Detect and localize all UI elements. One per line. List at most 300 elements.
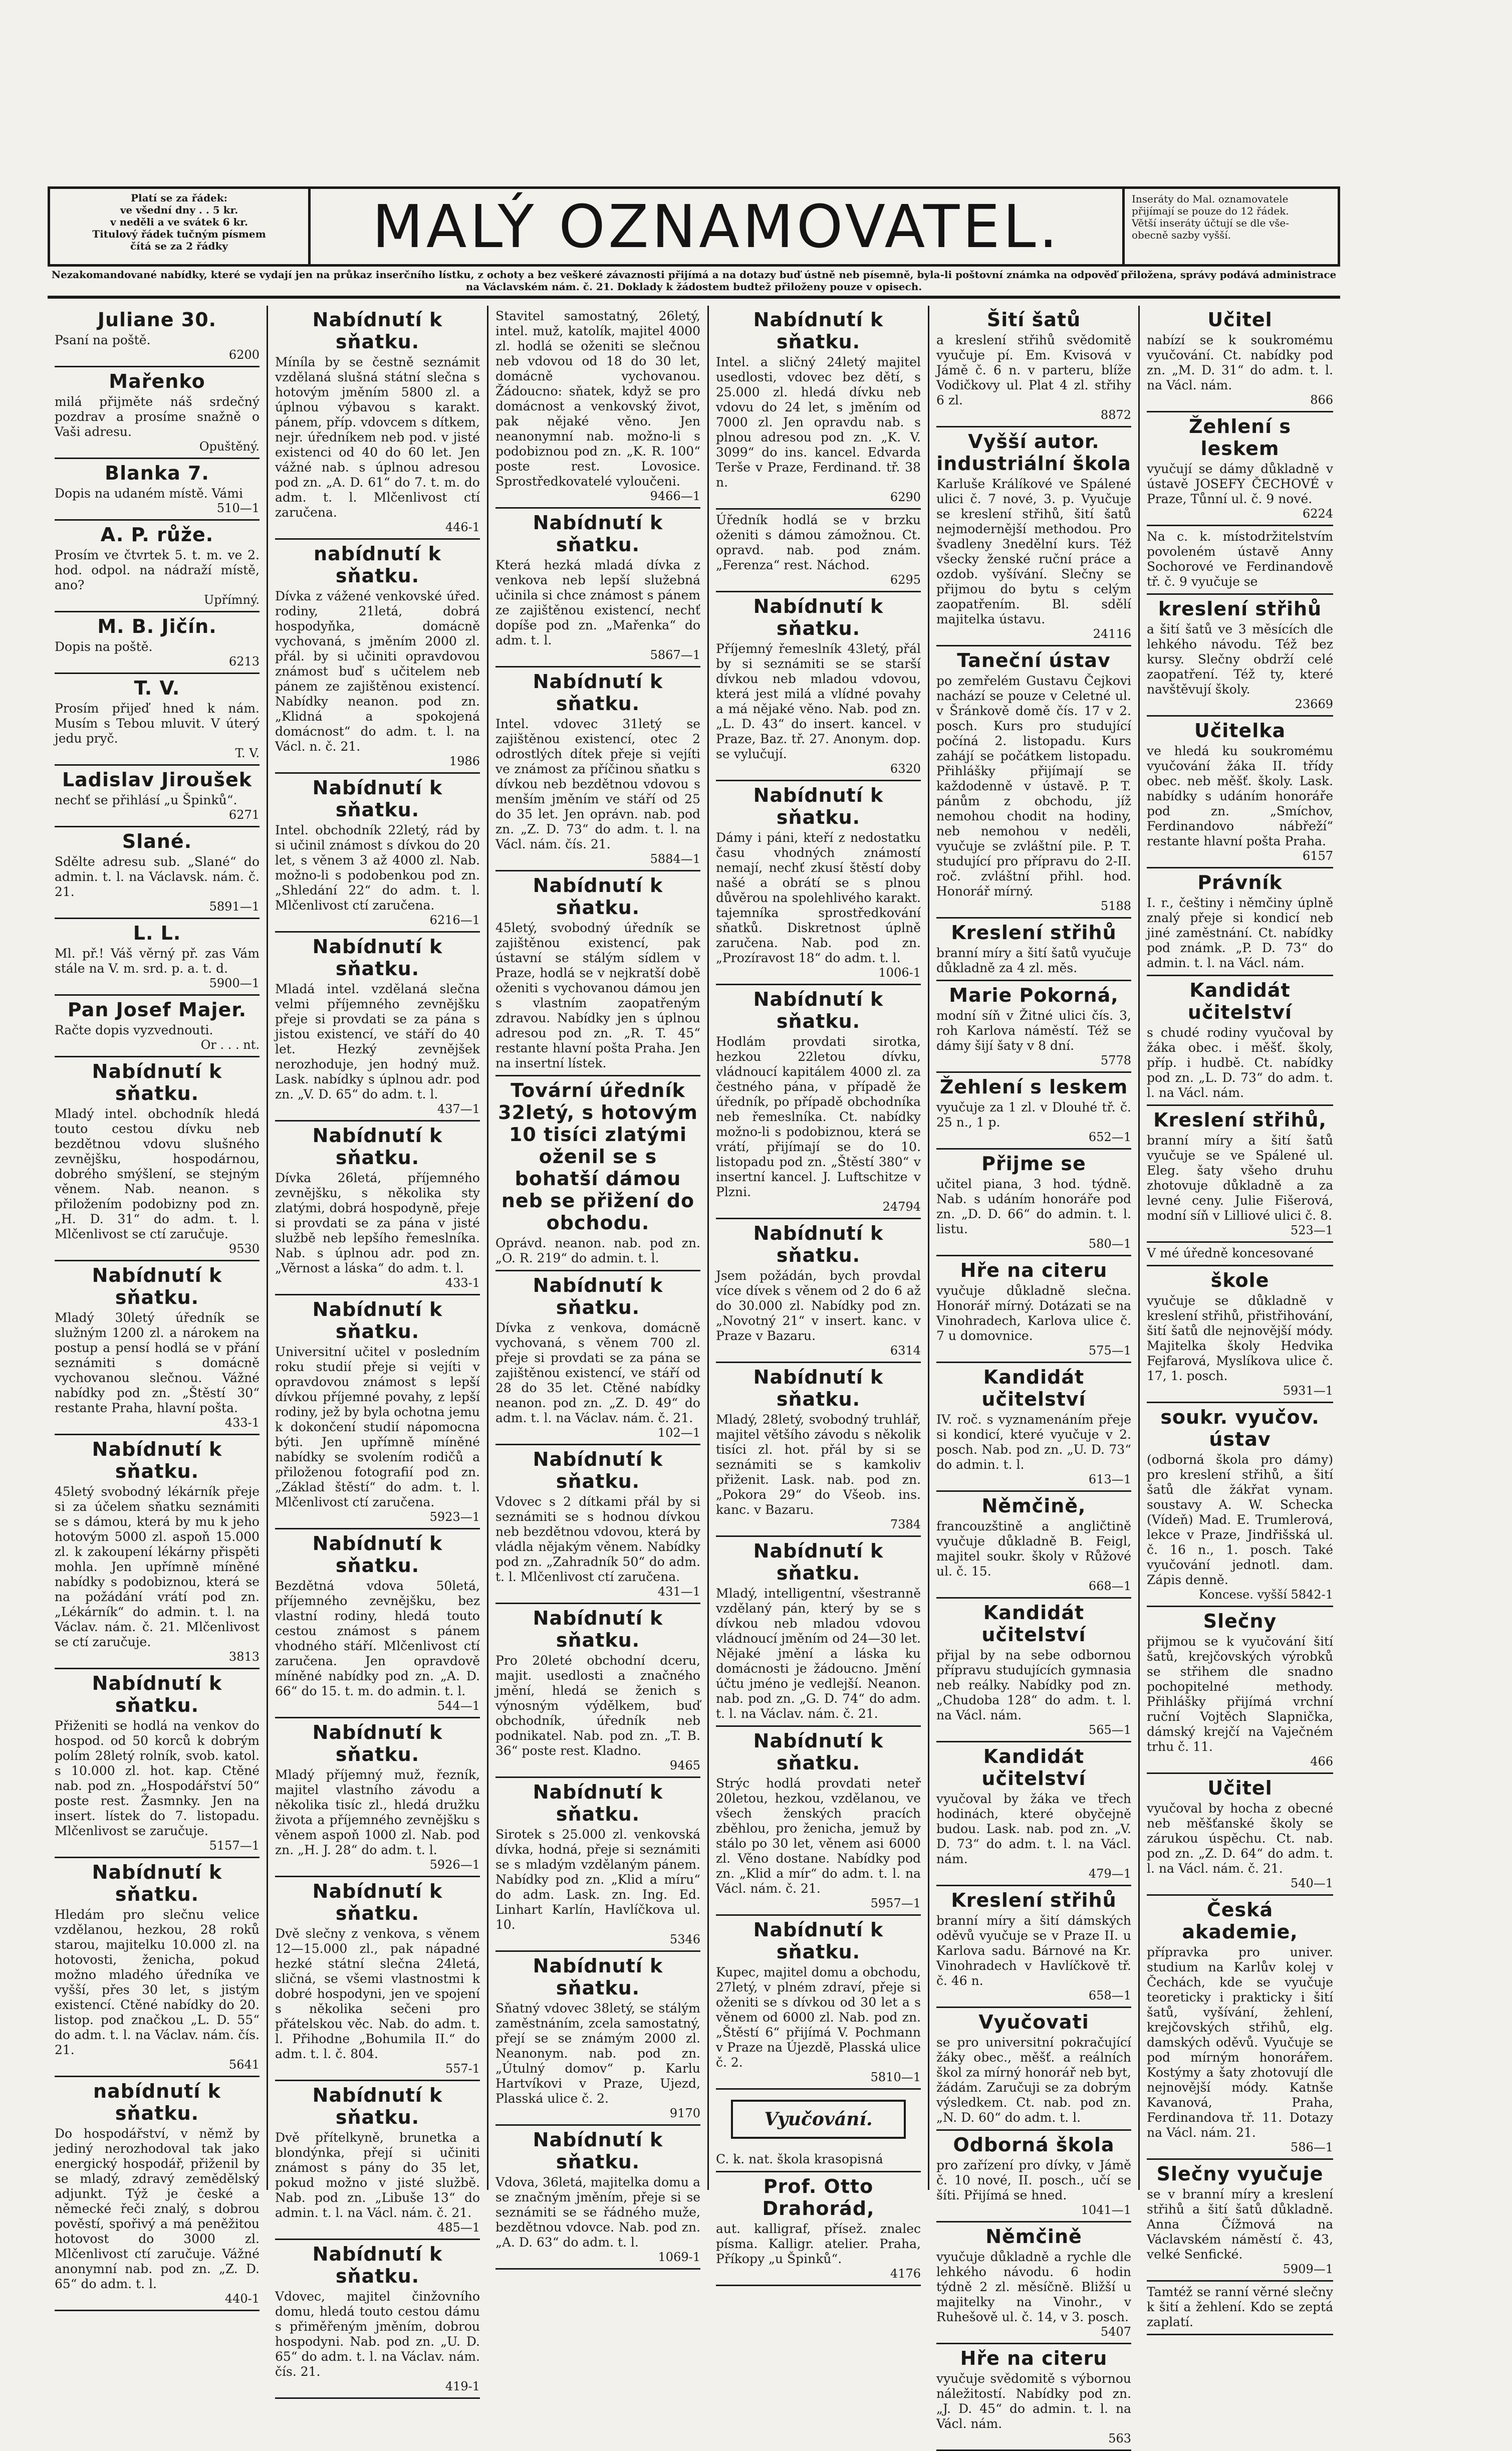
ad-reference-number: 523—1 [1290,1223,1333,1237]
ad-heading: kreslení střihů [1158,598,1322,620]
ad-reference-number: 7384 [890,1517,921,1531]
ad-heading: Nabídnutí k sňatku. [533,1607,663,1651]
classified-ad [55,1435,260,1669]
ad-text: Na c. k. místodržitelstvím povoleném ústavě Anny Sochorové ve Ferdinandově tř. č. 9 vyučuje se [1147,529,1333,589]
ad-text: vyučuje se důkladně v kreslení střihů, přistřihování, šití šatů dle nejnovější módy. Majitelka školy Hedvika Fejfarová, Myslíkova ulice č. 17, 1. posch. [1147,1293,1333,1383]
ad-text: vyučoval by hocha z obecné neb měšťanské školy se zárukou úspěchu. Ct. nab. pod zn. „Z. D. 64“ do adm. t. l. na Václ. nám. č. 21. [1147,1801,1333,1876]
ad-text: branní míry a šití šatů vyučuje se ve Spálené ul. Eleg. šaty všeho druhu zhotovuje důkladně a za levné ceny. Julie Fišerová, modní síň v Lilliové ulici č. 8. [1147,1133,1333,1223]
ad-heading: Nabídnutí k sňatku. [753,1366,884,1410]
ad-reference-number: 5926—1 [429,1858,480,1872]
ad-heading: Kreslení střihů, [1153,1109,1327,1131]
classified-ad [55,674,260,766]
ad-reference-number: 6295 [890,573,921,587]
classified-ad [1147,2282,1333,2335]
ad-reference-number: 479—1 [1088,1867,1131,1881]
classified-ad [716,592,921,781]
ad-heading: Nabídnutí k sňatku. [92,1060,222,1104]
ad-heading: Nabídnutí k sňatku. [753,1730,884,1774]
classified-ad [55,306,260,367]
classified-ad [1147,868,1333,976]
ad-heading: Nabídnutí k sňatku. [533,1781,663,1825]
classified-ad [275,1718,480,1877]
ad-reference-number: 5884—1 [650,852,700,866]
ad-reference-number: 5909—1 [1283,2262,1333,2276]
ad-text: Universitní učitel v posledním roku studií přeje si vejíti v opravdovou známost s lepší dívkou příjemné povahy, z lepší rodiny, jež by byla ochotna jemu k dokončení studií nápomocna býti. Jen upřímně míněné nabídky se svolením rodičů a přiloženou fotografií pod zn. „Základ štěstí“ do adm. t. l. Mlčenlivost ctí zaručena. [275,1345,480,1509]
ad-heading: Hře na citeru [960,2347,1108,2369]
ad-reference-number: 5957—1 [870,1896,921,1910]
ad-reference-number: 5923—1 [429,1510,480,1524]
ad-heading: Přijme se [981,1153,1086,1175]
ad-reference-number: 5931—1 [1283,1384,1333,1398]
ad-reference-number: 557-1 [445,2062,480,2076]
ad-text: přijal by na sebe odbornou přípravu studujících gymnasia neb reálky. Nabídky pod zn. „Chudoba 128“ do adm. t. l. na Václ. nám. [936,1648,1131,1722]
ad-heading: Nabídnutí k sňatku. [533,2129,663,2173]
ad-text: Dívka z venkova, domácně vychovaná, s věnem 700 zl. přeje si provdati se za pána se zajištěnou existencí, ve stáří od 28 do 35 let. Ctěné nabídky neanon. pod zn. „Z. D. 49“ do adm. t. l. na Václav. nám. č. 21. [495,1320,700,1425]
column-6 [1140,306,1340,2329]
ad-reference-number: 6314 [890,1344,921,1358]
ad-heading: Kandidát učitelství [981,1602,1086,1646]
ad-heading: Nabídnutí k sňatku. [533,512,663,556]
classified-ad [936,1492,1131,1599]
ad-heading: Nabídnutí k sňatku. [753,309,884,353]
ad-reference-number: 6216—1 [429,913,480,927]
ad-heading: Nabídnutí k sňatku. [92,1672,222,1716]
ad-text: Kupec, majitel domu a obchodu, 27letý, v plném zdraví, přeje si oženiti se s dívkou od 30 let a s věnem od 6000 zl. Nab. pod zn. „Štěstí 6“ přijímá V. Pochmann v Praze na Újezdě, Plasská ulice č. 2. [716,1965,921,2070]
ad-heading: Nabídnutí k sňatku. [753,1222,884,1266]
ad-heading: Nabídnutí k sňatku. [312,1880,443,1924]
classified-ad [716,985,921,1219]
ad-reference-number: 5778 [1100,1053,1131,1067]
ad-reference-number: 466 [1310,1754,1333,1768]
ad-reference-number: 102—1 [657,1426,700,1440]
ad-reference-number: 613—1 [1088,1472,1131,1486]
classified-ad [1147,1106,1333,1243]
classified-ad [716,1727,921,1916]
ad-heading: Nabídnutí k sňatku. [312,1298,443,1343]
ad-heading: Ladislav Jiroušek [62,769,253,791]
ad-text: vyučují se dámy důkladně v ústavě JOSEFY ČECHOVÉ v Praze, Tůnní ul. č. 9 nové. [1147,462,1333,506]
ad-text: Přiženiti se hodlá na venkov do hospod. od 50 korců k dobrým polím 28letý rolník, svob. katol. s 10.000 zl. hot. kap. Ctěné nab. pod zn. „Hospodářství 50“ poste rest. Žasmnky. Jen na insert. lístek do 7. listopadu. Mlčenlivost se zaručuje. [55,1718,260,1838]
ad-text: Hledám pro slečnu velice vzdělanou, hezkou, 28 roků starou, majitelku 10.000 zl. na hotovosti, ženicha, pokud možno mladého úředníka ve vyšší, přes 30 let, s jistým existencí. Ctěné nabídky do 20. listop. pod značkou „L. D. 55“ do adm. t. l. na Václav. nám. čís. 21. [55,1907,260,2057]
ad-reference-number: 668—1 [1088,1579,1131,1593]
ad-heading: Nabídnutí k sňatku. [312,1125,443,1169]
classified-ad [55,996,260,1057]
classified-ad [495,1445,700,1604]
classified-ad [936,1363,1131,1492]
ad-text: Mladý, 28letý, svobodný truhlář, majitel většího závodu s několik tisíci zl. hot. přál by si se seznámiti se s kamkoliv přiženit. Lask. nab. pod zn. „Pokora 29“ do Všeob. ins. kanc. v Bazaru. [716,1412,921,1517]
ad-heading: soukr. vyučov. ústav [1160,1406,1320,1450]
ad-heading: Nabídnutí k sňatku. [312,1721,443,1765]
ad-text: I. r., češtiny i němčiny úplně znalý přeje si kondicí neb jiné zaměstnání. Ct. nabídky pod známk. „P. D. 73“ do admin. t. l. na Václ. nám. [1147,896,1333,970]
ad-reference-number: 440-1 [224,2292,260,2306]
classified-ad [936,1886,1131,2008]
ad-reference-number: 580—1 [1088,1237,1131,1251]
ad-text: Ml. př.! Váš věrný př. zas Vám stále na V. m. srd. p. a. t. d. [55,946,260,976]
ad-heading: Šití šatů [986,309,1081,331]
ad-heading: Hře na citeru [960,1259,1108,1281]
ad-text: Tamtéž se ranní věrné slečny k šití a žehlení. Kdo se zeptá zaplatí. [1147,2285,1333,2329]
header-rule [48,296,1340,299]
ad-reference-number: 5900—1 [209,976,260,990]
classified-ad [716,1219,921,1363]
ad-reference-number: 5157—1 [209,1839,260,1853]
ad-reference-number: 6290 [890,490,921,504]
ad-reference-number: 563 [1108,2431,1131,2445]
ad-heading: Učitelka [1194,720,1286,742]
ad-reference-number: Upřímný. [204,593,260,607]
ad-text: nabízí se k soukromému vyučování. Ct. nabídky pod zn. „M. D. 31“ do adm. t. l. na Václ. nám. [1147,333,1333,392]
classified-ad [55,521,260,612]
ad-heading: nabídnutí k sňatku. [314,543,441,587]
ad-text: Mladý intel. obchodník hledá touto cestou dívku neb bezdětnou vdovu slušného zevnějšku, hospodárnou, dobrého smýšlení, se stejným věnem. Nab. neanon. s přiložením podobizny pod zn. „H. D. 31“ do adm. t. l. Mlčenlivost se ctí zaručuje. [55,1106,260,1241]
classified-ad [495,509,700,667]
classified-ad [275,1122,480,1295]
ad-text: aut. kalligraf, přísež. znalec písma. Kalligr. atelier. Praha, Příkopy „u Špinků“. [716,2221,921,2266]
ad-heading: Němčině, [981,1495,1086,1517]
ad-text: Intel. obchodník 22letý, rád by si učinil známost s dívkou do 20 let, s věnem 3 až 4000 zl. Nab. možno-li s podobenkou pod zn. „Shledání 22“ do adm. t. l. Mlčenlivost ctí zaručena. [275,823,480,913]
price-line: v neděli a ve svátek 6 kr. [110,216,248,228]
ad-heading: Nabídnutí k sňatku. [753,1919,884,1963]
ad-heading: Mařenko [109,370,205,392]
classified-ad [495,871,700,1076]
ad-reference-number: 431—1 [657,1585,700,1599]
ad-text: V mé úředně koncesované [1147,1246,1314,1260]
ad-heading: Nabídnutí k sňatku. [92,1861,222,1905]
ad-reference-number: 8872 [1100,408,1131,422]
price-line: Platí se za řádek: [130,192,228,204]
ad-text: Prosím ve čtvrtek 5. t. m. ve 2. hod. odpol. na nádraží místě, ano? [55,548,260,592]
ad-reference-number: 433-1 [445,1276,480,1290]
ad-heading: Taneční ústav [957,649,1111,672]
ad-text: nechť se přihlásí „u Špinků“. [55,793,237,807]
ad-reference-number: 652—1 [1088,1130,1131,1144]
ad-heading: Česká akademie, [1182,1899,1298,1943]
classified-columns [48,306,1340,2445]
ad-heading: Nabídnutí k sňatku. [533,874,663,919]
ad-heading: Blanka 7. [105,462,209,484]
classified-ad [936,1073,1131,1150]
classified-ad [936,306,1131,427]
classified-ad [495,1271,700,1445]
ad-text: vyučuje svědomitě s výbornou náležitostí. Nabídky pod zn. „J. D. 45“ do admin. t. l. na Václ. nám. [936,2371,1131,2431]
ad-heading: Nabídnutí k sňatku. [753,1540,884,1584]
ad-heading: Nabídnutí k sňatku. [753,988,884,1032]
ad-reference-number: 6213 [228,654,260,669]
ad-heading: Kandidát učitelství [981,1745,1086,1790]
ad-text: Která hezká mladá dívka z venkova neb lepší služebná učinila si chce známost s pánem ze zajištěnou existencí, nechť dopíše pod zn. „Mařenka“ do adm. t. l. [495,558,700,647]
ad-reference-number: 437—1 [437,1102,480,1116]
ad-text: Dívka 26letá, příjemného zevnějšku, s několika sty zlatými, dobrá hospodyně, přeje si provdati se za pána v jisté službě neb lepšího řemeslníka. Nab. s úplnou adr. pod zn. „Věrnost a láska“ do adm. t. l. [275,1171,480,1275]
ad-text: milá přijměte náš srdečný pozdrav a prosíme snažně o Vaši adresu. [55,394,260,439]
ad-heading: A. P. růže. [100,524,214,546]
ad-text: Sňatný vdovec 38letý, se stálým zaměstnáním, zcela samostatný, přejí se se známým 2000 zl. Neanonym. nab. pod zn. „Útulný domov“ p. Karlu Hartvíkovi v Praze, Ujezd, Plasská ulice č. 2. [495,2001,700,2106]
ad-text: po zemřelém Gustavu Čejkovi nachází se pouze v Celetné ul. v Šránkově domě čís. 17 v 2. posch. Kurs pro studující počíná 2. listopadu. Kurs zahájí se počátkem listopadu. Přihlášky přijímají se každodenně v ústavě. P. T. pánům z obchodu, jíž nemohou chodit na hodiny, neb nemohou v neděli, vyučuje se zvláštní pile. P. T. studující pro přípravu do 2-II. roč. zvláštní přihl. hod. Honorář mírný. [936,674,1131,899]
classified-ad [1147,595,1333,717]
ad-reference-number: 5641 [228,2058,260,2072]
ad-text: C. k. nat. škola krasopisná [716,2152,883,2166]
classified-ad [936,919,1131,981]
ad-heading: M. B. Jičín. [97,615,217,637]
column-5 [929,306,1140,2445]
ad-reference-number: 510—1 [216,501,260,515]
classified-ad [55,1261,260,1435]
ad-text: Psaní na poště. [55,333,151,347]
ad-text: branní míry a šití šatů vyučuje důkladně za 4 zl. měs. [936,946,1131,975]
ad-text: vyučuje důkladně slečna. Honorář mírný. Dotázati se na Vinohradech, Karlova ulice č. 7 u domovnice. [936,1283,1131,1343]
ad-reference-number: 540—1 [1290,1876,1333,1890]
price-line: čítá se za 2 řádky [130,240,228,252]
classified-ad [495,1076,700,1271]
column-2 [268,306,488,2393]
ad-text: Intel. vdovec 31letý se zajištěnou existencí, otec 2 odrostlých dítek přeje si vejíti ve známost za příčinou sňatku s dívkou neb bezdětnou vdovou s menším jměním ve stáří od 25 do 35 let. Jen oprávn. nab. pod zn. „Z. D. 73“ do adm. t. l. na Václ. nám. čís. 21. [495,717,700,851]
ad-reference-number: Or . . . nt. [200,1038,260,1052]
ad-text: Sirotek s 25.000 zl. venkovská dívka, hodná, přeje si seznámiti se s mladým vzdělaným pánem. Nabídky pod zn. „Klid a míru“ do adm. Lask. zn. Ing. Ed. Linhart Karlín, Havlíčkova ul. 10. [495,1827,700,1932]
classified-ad [716,1916,921,2090]
classified-ad [55,766,260,827]
ad-reference-number: 586—1 [1290,2140,1333,2154]
classified-ad [1147,717,1333,868]
ad-reference-number: 9170 [669,2106,700,2120]
classified-ad [1147,1266,1333,1403]
price-line: ve všední dny . . 5 kr. [120,204,238,216]
ad-reference-number: 1006-1 [878,966,921,980]
ad-text: modní síň v Žitné ulici čís. 3, roh Karlova náměstí. Též se dámy šijí šaty v 8 dní. [936,1008,1131,1053]
ad-heading: Učitel [1207,1777,1273,1799]
classified-ad [275,1877,480,2081]
ad-reference-number: Koncese. vyšší 5842-1 [1198,1588,1333,1602]
ad-text: Mladá intel. vzdělaná slečna velmi příjemného zevnějšku přeje si provdati se za pána s jistou existencí, ve stáří do 40 let. Hezký zevnějšek nerozhoduje, jen hodný muž. Lask. nabídky s úplnou adr. pod zn. „V. D. 65“ do adm. t. l. [275,982,480,1101]
ad-heading: Odborná škola [953,2134,1115,2156]
ad-reference-number: 446-1 [445,520,480,534]
ad-reference-number: 5407 [1100,2325,1131,2339]
classified-ad [936,427,1131,646]
ad-reference-number: 6157 [1302,849,1333,863]
ad-text: Prosím přijeď hned k nám. Musím s Tebou mluvit. V úterý jedu pryč. [55,701,260,746]
classified-ad [55,2077,260,2311]
ad-reference-number: 5867—1 [650,648,700,662]
ad-text: Intel. a sličný 24letý majitel usedlosti, vdovec bez dětí, s 25.000 zl. hledá dívku neb vdovu do 24 let, s jměním od 7000 zl. Jen opravdu nab. s plnou adresou pod zn. „K. V. 3099“ do ins. kancel. Edvarda Terše v Praze, Ferdinand. tř. 38 n. [716,355,921,490]
ad-heading: Nabídnutí k sňatku. [533,1274,663,1318]
ad-text: francouzštině a angličtině vyučuje důkladně B. Feigl, majitel soukr. školy v Růžové ul. č. 15. [936,1519,1131,1579]
ad-heading: Žehlení s leskem [939,1076,1128,1098]
classified-ad [936,1256,1131,1363]
classified-ad [936,2131,1131,2222]
ad-text: se pro universitní pokračující žáky obec., měšť. a reálních škol za mírný honorář neb byt, žádám. Zaručuji se za dobrým výsledkem. Ct. nab. pod zn. „N. D. 60“ do adm. t. l. [936,2035,1131,2125]
ad-text: Mladý, intelligentní, všestranně vzdělaný pán, který by se s dívkou neb mladou vdovou vládnoucí jměním od 24—30 let. Nějaké jmění a láska ku domácnosti je žádoucno. Jmění účtu jméno je vedlejší. Neanon. nab. pod zn. „G. D. 74“ do adm. t. l. na Václav. nám. č. 21. [716,1586,921,1721]
ad-reference-number: 6271 [228,808,260,822]
classified-ad [55,919,260,996]
ad-text: 45letý, svobodný úředník se zajištěnou existencí, pak ústavní se stálým sídlem v Praze, hodlá se v nejkratší době oženiti s vychovanou dámou jen s vlastním zaopatřeným zdravou. Nabídky jen s úplnou adresou pod zn. „R. T. 45“ restante hlavní pošta Praha. Jen na insertní lístek. [495,921,700,1070]
ad-heading: Nabídnutí k sňatku. [753,595,884,639]
ad-heading: Nabídnutí k sňatku. [753,784,884,828]
ad-text: Oprávd. neanon. nab. pod zn. „O. R. 219“ do admin. t. l. [495,1236,700,1265]
classified-ad [1147,412,1333,526]
ad-heading: Němčině [985,2225,1082,2248]
ad-reference-number: 9466—1 [650,489,700,503]
ad-heading: Tovární úředník 32letý, s hotovým 10 tisíci zlatými oženil se s bohatší dámou neb se přižení do obchodu. [498,1079,698,1234]
ad-text: pro zařízení pro dívky, v Jámě č. 10 nové, II. posch., učí se šíti. Přijímá se hned. [936,2158,1131,2202]
ad-text: vyučuje důkladně a rychle dle lehkého návodu. 6 hodin týdně 2 zl. měsíčně. Bližší u majitelky na Vinohr., v Ruhešově ul. č. 14, v 3. posch. [936,2250,1131,2324]
classified-ad [55,827,260,919]
insertion-terms-box [1122,189,1338,264]
ad-heading: T. V. [134,677,180,699]
classified-ad [716,306,921,510]
ad-text: učitel piana, 3 hod. týdně. Nab. s udáním honoráře pod zn. „D. D. 66“ do admin. t. l. listu. [936,1177,1131,1236]
ad-text: s chudé rodiny vyučoval by žáka obec. i měšť. školy, příp. i hudbě. Ct. nabídky pod zn. „L. D. 73“ do adm. t. l. na Václ. nám. [1147,1025,1333,1100]
page-title: MALÝ OZNAMOVATEL. [372,192,1061,261]
terms-line: přijímají se pouze do 12 řádek. [1132,205,1289,217]
classified-ad [936,2222,1131,2344]
ad-heading: nabídnutí k sňatku. [93,2080,221,2124]
column-4 [709,306,929,2281]
ad-reference-number: 544—1 [437,1699,480,1713]
ad-reference-number: 6320 [890,762,921,776]
ad-heading: Učitel [1207,309,1273,331]
classified-ad [275,2081,480,2240]
terms-line: Inseráty do Mal. oznamovatele [1132,193,1289,205]
ad-reference-number: 5346 [669,1932,700,1946]
ad-text: Strýc hodlá provdati neteř 20letou, hezkou, vzdělanou, ve všech ženských pracích zběhlou, pro ženicha, jemuž by stálo po 30 let, věnem asi 6000 zl. Věno dostane. Nabídky pod zn. „Klid a mír“ do adm. t. l. na Václ. nám. č. 21. [716,1776,921,1896]
administration-notice: Nezakomandované nabídky, které se vydají jen na průkaz inserčního lístku, z ochoty a bez veškeré závaznosti přijímá a na dotazy buď ústně neb písemně, byla-li poštovní známka na odpověď přiložena, správy podává administrace na Václavském nám. č. 21. Doklady k žádostem budtež přiloženy pouze v opisech. [51,269,1337,293]
ad-heading: Vyučovati [978,2011,1089,2033]
ad-text: a kreslení střihů svědomitě vyučuje pí. Em. Kvisová v Jámě č. 6 n. v parteru, blíže Vodičkovy ul. Plat 4 zl. střihy 6 zl. [936,333,1131,407]
classified-ad [1147,1774,1333,1896]
classified-ad [936,1150,1131,1256]
column-3 [488,306,709,2264]
classified-ad [275,306,480,540]
ad-text: Mladý 30letý úředník se služným 1200 zl. a nárokem na postup a pensí hodlá se v přání seznámiti s domácně vychovanou slečnou. Vážné nabídky pod zn. „Štěstí 30“ restante Praha, hlavní pošta. [55,1310,260,1415]
ad-reference-number: 9530 [228,1242,260,1256]
ad-heading: Nabídnutí k sňatku. [312,309,443,353]
ad-heading: Vyšší autor. industriální škola [936,430,1131,475]
ad-text: a šití šatů ve 3 měsících dle lehkého návodu. Též bez kursy. Slečny obdrží celé zaopatření. Též ty, které navštěvují školy. [1147,622,1333,697]
ad-reference-number: 24116 [1093,627,1131,641]
classified-ad [936,1742,1131,1886]
ad-text: Račte dopis vyzvednouti. [55,1023,213,1037]
ad-heading: Prof. Otto Drahorád, [762,2175,875,2219]
price-box [50,189,311,264]
ad-heading: Kandidát učitelství [981,1366,1086,1410]
classified-ad [275,774,480,933]
ad-text: Sdělte adresu sub. „Slané“ do admin. t. l. na Václavsk. nám. č. 21. [55,854,260,899]
ad-reference-number: 24794 [882,1200,921,1214]
classified-ad [716,781,921,985]
ad-text: přijmou se k vyučování šití šatů, krejčovských výrobků se střihem dle snadno pochopitelné methody. Přihlášky přijímá vrchní ruční Vojtěch Slapnička, dámský krejčí na Vaječném trhu č. 11. [1147,1634,1333,1754]
ad-heading: Slané. [122,830,192,852]
ad-heading: Kreslení střihů [951,1889,1117,1911]
ad-text: Dívka z vážené venkovské úřed. rodiny, 21letá, dobrá hospodyňka, domácně vychovaná, s jměním 2000 zl. přál. by si učiniti opravdovou známost buď s učitelem neb pánem ze zajištěnou existencí. Nabídky neanon. pod zn. „Klidná a spokojená domácnost“ do adm. t. l. na Václ. n. č. 21. [275,589,480,754]
classified-ad [936,1599,1131,1742]
ad-heading: Slečny vyučuje [1156,2163,1324,2185]
ad-reference-number: 9465 [669,1758,700,1772]
terms-line: Větší inseráty účtují se dle vše- [1132,217,1290,229]
classified-ad [55,459,260,521]
ad-heading: Právník [1197,871,1283,894]
ad-text: 45letý svobodný lékárník přeje si za účelem sňatku seznámiti se s dámou, která by mu k jeho hotovým 5000 zl. aspoň 15.000 zl. k zakoupení lékárny přispěti mohla. Jen upřímně míněné nabídky s podobiznou, která se na požádání vrátí pod zn. „Lékárník“ do admin. t. l. na Václav. nám. č. 21. Mlčenlivost se ctí zaručuje. [55,1484,260,1649]
classified-ad [1147,306,1333,412]
ad-heading: Nabídnutí k sňatku. [533,1955,663,1999]
ad-text: Do hospodářství, v němž by jediný nerozhodoval tak jako energický hospodář, přiženil by se mladý, zdravý zemědělský adjunkt. Týž je české a německé řeči znalý, s dobrou pověstí, spořivý a má peněžitou hotovost do 3000 zl. Mlčenlivost ctí zaručuje. Vážné anonymní nab. pod zn. „Z. D. 65“ do adm. t. l. [55,2126,260,2291]
classified-ad [55,367,260,459]
ad-reference-number: 1986 [449,754,480,768]
classified-ad [275,540,480,774]
ad-text: Stavitel samostatný, 26letý, intel. muž, katolík, majitel 4000 zl. hodlá se oženiti se slečnou neb vdovou od 18 do 30 let, domácně vychovanou. Žádoucno: sňatek, když se pro domácnost a venkovský život, pak nějaké věno. Jen neanonymní nab. možno-li s podobiznou pod zn. „K. R. 100“ poste rest. Lovosice. Sprostředkovatelé vyloučeni. [495,309,700,489]
ad-text: Hodlám provdati sirotka, hezkou 22letou dívku, vládnoucí kapitálem 4000 zl. za čestného pána, v případě že úředník, po případě obchodníka neb řemeslníka. Ct. nabídky možno-li s podobiznou, která se vrátí, přijímají se do 10. listopadu pod zn. „Štěstí 380“ v insertní kancel. J. Luftschitze v Plzni. [716,1034,921,1199]
ad-heading: Žehlení s leskem [1188,415,1292,460]
classified-ad [716,2149,921,2172]
ad-heading: Nabídnutí k sňatku. [312,2243,443,2287]
ad-text: Míníla by se čestně seznámit vzdělaná slušná státní slečna s hotovým jměním 5800 zl. a úplnou výbavou s karakt. pánem, příp. vdovcem s dítkem, nejr. úředníkem neb pod. v jisté existenci od 40 do 60 let. Jen vážné nab. s úplnou adresou pod zn. „A. D. 61“ do 7. t. m. do adm. t. l. Mlčenlivost ctí zaručena. [275,355,480,520]
ad-text: Bezdětná vdova 50letá, příjemného zevnějšku, bez vlastní rodiny, hledá touto cestou známost s pánem vhodného stáří. Mlčenlivost ctí zaručena. Jen opravdově míněné nabídky pod zn. „A. D. 66“ do 15. t. m. do admin. t. l. [275,1579,480,1698]
classified-ad [495,306,700,509]
ad-text: Vdovec, majitel činžovního domu, hledá touto cestou dámu s přiměřeným jměním, dobrou hospodyni. Nab. pod zn. „U. D. 65“ do adm. t. l. na Václav. nám. čís. 21. [275,2289,480,2379]
classified-ad [275,1529,480,1718]
ad-reference-number: 419-1 [445,2379,480,2393]
ad-heading: Nabídnutí k sňatku. [312,1532,443,1577]
ad-reference-number: 23669 [1295,697,1333,711]
ad-text: Pro 20leté obchodní dceru, majit. usedlosti a značného jmění, hledá se ženich s výnosným výdělkem, buď obchodník, úředník neb podnikatel. Nab. pod zn. „T. B. 36“ poste rest. Kladno. [495,1653,700,1758]
classified-ad [55,1858,260,2077]
classified-ad [55,1057,260,1261]
ad-heading: škole [1210,1269,1270,1291]
classified-ad [936,2344,1131,2451]
classified-ad [275,933,480,1122]
classified-ad [275,2240,480,2399]
classified-ad [1147,1403,1333,1607]
ad-heading: Pan Josef Majer. [67,999,247,1021]
ad-reference-number: 3813 [228,1650,260,1664]
ad-reference-number: 6224 [1302,507,1333,521]
ad-heading: Kandidát učitelství [1187,979,1293,1023]
classified-ad [936,981,1131,1073]
ad-text: Jsem požádán, bych provdal více dívek s věnem od 2 do 6 až do 30.000 zl. Nabídky pod zn. „Novotný 21“ v insert. kanc. v Praze v Bazaru. [716,1268,921,1343]
classified-ad [716,1537,921,1727]
column-1 [48,306,268,2306]
ad-reference-number: 4176 [890,2267,921,2281]
ad-reference-number: 866 [1310,393,1333,407]
classified-ad [495,1778,700,1952]
ad-reference-number: 658—1 [1088,1988,1131,2002]
ad-text: ve hledá ku soukromému vyučování žáka II. třídy obec. neb měšť. školy. Lask. nabídky s udáním honoráře pod zn. „Smíchov, Ferdinandovo nábřeží“ restante hlavní pošta Praha. [1147,744,1333,848]
ad-text: Karluše Králíkové ve Spálené ulici č. 7 nové, 3. p. Vyučuje se kreslení střihů, šití šatů nejmodernější methodou. Pro švadleny 3nedělní kurs. Též všecky ženské ruční práce a ozdob. vyšívání. Slečny se přijmou do bytu s celým zaopatřením. Bl. sdělí majitelka ústavu. [936,477,1131,626]
classified-ad [495,1952,700,2126]
ad-reference-number: 433-1 [224,1416,260,1430]
classified-ad [1147,1896,1333,2160]
classified-ad [275,1295,480,1529]
ad-heading: Nabídnutí k sňatku. [533,671,663,715]
ad-text: (odborná škola pro dámy) pro kreslení střihů, a šití šatů dle žákřat vynam. soustavy A. W. Schecka (Vídeň) Mad. E. Trumlerová, lekce v Praze, Jindřišská ul. č. 16 n., 1. posch. Také vyučování jednotl. dam. Zápis denně. [1147,1452,1333,1587]
classified-ad [1147,2160,1333,2282]
ad-text: Dopis na udaném místě. Vámi [55,486,243,501]
classified-ad [55,1669,260,1858]
classified-ad [495,667,700,871]
classified-ad [55,612,260,674]
ad-text: Vdovec s 2 dítkami přál by si seznámiti se s hodnou dívkou neb bezdětnou vdovou, která by vládla nějakým věnem. Nabídky pod zn. „Zahradník 50“ do adm. t. l. Mlčenlivost ctí zaručena. [495,1494,700,1584]
ad-reference-number: T. V. [235,746,260,760]
ad-reference-number: 565—1 [1088,1723,1131,1737]
ad-text: vyučoval by žáka ve třech hodinách, které obyčejně budou. Lask. nab. pod zn. „V. D. 73“ do adm. t. l. na Václ. nám. [936,1792,1131,1866]
classified-ad [716,1363,921,1537]
ad-heading: Slečny [1203,1610,1277,1632]
section-heading-box: Vyučování. [731,2100,906,2139]
ad-reference-number: 5891—1 [209,900,260,914]
classified-ad [936,2008,1131,2131]
ad-heading: Nabídnutí k sňatku. [312,777,443,821]
ad-text: Dopis na poště. [55,639,153,654]
ad-reference-number: 1069-1 [658,2250,700,2264]
ad-reference-number: 5810—1 [870,2070,921,2084]
ad-text: Vdova, 36letá, majitelka domu a se značným jměním, přeje si se seznámiti se se řádného muže, bezdětnou vdovce. Nab. pod zn. „A. D. 63“ do adm. t. l. [495,2175,700,2250]
